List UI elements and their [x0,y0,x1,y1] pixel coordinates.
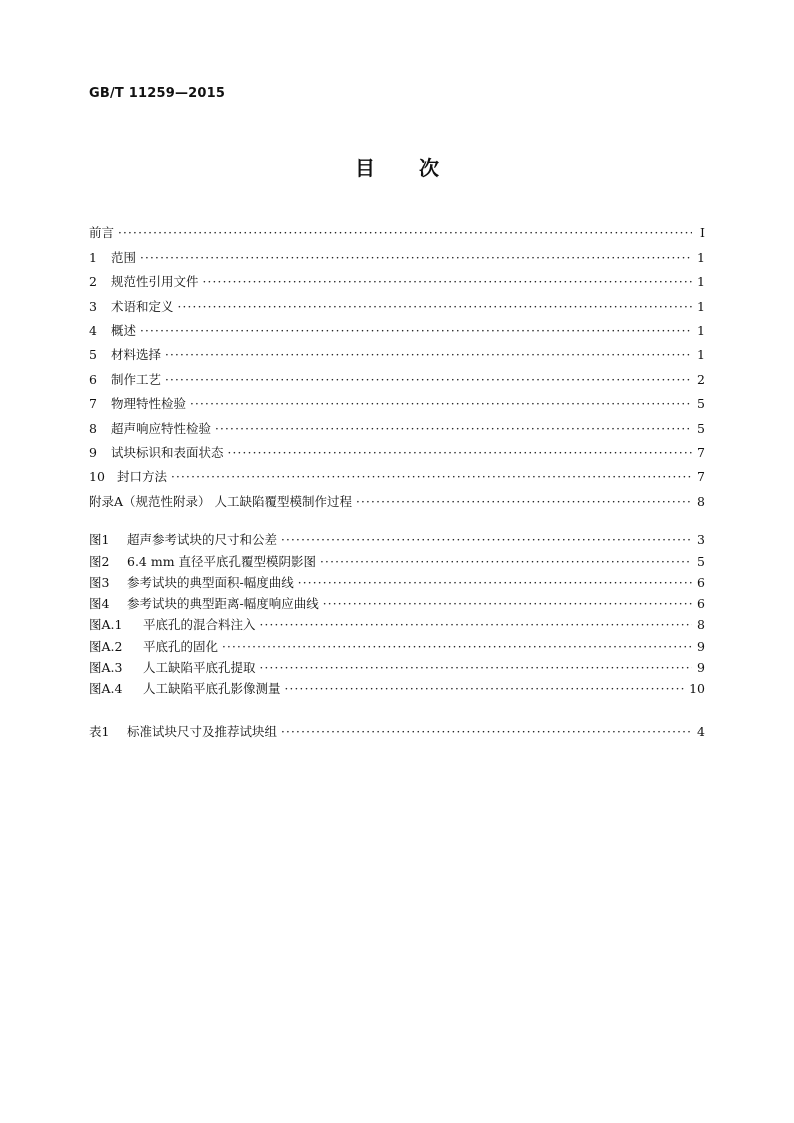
toc-entry-label: 范围 [111,249,137,265]
toc-figure-4[interactable] [89,591,705,612]
toc-entry-page: 5 [697,396,705,412]
leader-dots [260,617,692,633]
toc-figure-3[interactable] [89,570,705,591]
leader-dots [285,681,687,697]
leader-dots [118,225,692,241]
figure-label: 参考试块的典型面积-幅度曲线 [127,574,294,590]
toc-entry-page: 7 [697,469,705,485]
figure-number: 图A.4 [89,681,123,697]
toc-entry-page: Ⅰ [700,225,705,241]
toc-entry-label: 物理特性检验 [111,396,187,412]
leader-dots [203,274,692,290]
toc-entry-page: 1 [697,347,705,363]
figure-label: 平底孔的固化 [143,638,219,654]
toc-entry-label: 材料选择 [111,347,162,363]
figure-page: 9 [697,638,705,654]
toc-figure-a1[interactable] [89,612,705,633]
leader-dots [171,469,692,485]
toc-table-1[interactable] [89,716,705,740]
toc-figure-1[interactable] [89,527,705,548]
leader-dots [281,532,692,548]
toc-entry-number: 7 [89,396,97,412]
figure-number: 图3 [89,574,110,590]
leader-dots [260,660,692,676]
figure-label: 参考试块的典型距离-幅度响应曲线 [127,596,319,612]
toc-entry-page: 1 [697,298,705,314]
toc-entry-3[interactable] [89,290,705,314]
toc-figure-a2[interactable] [89,633,705,654]
toc-entry-2[interactable] [89,266,705,290]
figure-number: 图A.3 [89,660,123,676]
toc-entry-5[interactable] [89,339,705,363]
toc-entry-number: 3 [89,298,97,314]
leader-dots [320,554,692,570]
toc-entry-number: 6 [89,371,97,387]
leader-dots [228,445,692,461]
figure-page: 10 [689,681,705,697]
leader-dots [281,724,692,740]
figure-page: 6 [697,596,705,612]
page-title: 目次 [355,156,483,180]
toc-entry-label: 概述 [111,322,137,338]
figure-number: 图2 [89,553,110,569]
toc-entry-page: 2 [697,371,705,387]
figure-label: 超声参考试块的尺寸和公差 [127,532,278,548]
toc-figure-a4[interactable] [89,676,705,697]
toc-entry-page: 1 [697,274,705,290]
leader-dots [178,299,692,315]
figure-label: 人工缺陷平底孔提取 [143,660,256,676]
toc-entry-8[interactable] [89,412,705,436]
figure-page: 6 [697,574,705,590]
toc-entry-number: 2 [89,274,97,290]
leader-dots [215,421,692,437]
toc-main-list [89,217,705,510]
toc-entry-10[interactable] [89,461,705,485]
figure-number: 图1 [89,532,110,548]
leader-dots [140,250,692,266]
leader-dots [222,639,692,655]
figure-label: 平底孔的混合料注入 [143,617,256,633]
toc-entry-label: 附录A（规范性附录） 人工缺陷覆型模制作过程 [89,493,353,509]
toc-entry-foreword[interactable] [89,217,705,241]
toc-entry-label: 试块标识和表面状态 [111,444,224,460]
toc-figure-a3[interactable] [89,655,705,676]
leader-dots [323,596,692,612]
figure-number: 图4 [89,596,110,612]
toc-entry-number: 1 [89,249,97,265]
figure-label: 人工缺陷平底孔影像测量 [143,681,281,697]
figure-number: 图A.2 [89,638,123,654]
toc-entry-4[interactable] [89,315,705,339]
leader-dots [356,494,692,510]
figure-page: 9 [697,660,705,676]
leader-dots [165,372,692,388]
toc-entry-number: 10 [89,469,105,485]
table-page: 4 [697,724,705,739]
toc-entry-page: 7 [697,444,705,460]
table-number: 表1 [89,724,110,739]
leader-dots [140,323,692,339]
toc-entry-number: 9 [89,444,97,460]
figure-page: 3 [697,532,705,548]
toc-entry-annex-a[interactable] [89,485,705,509]
standard-code: GB/T 11259—2015 [89,86,226,101]
toc-entry-label: 超声响应特性检验 [111,420,212,436]
table-label: 标准试块尺寸及推荐试块组 [127,724,278,739]
toc-entry-page: 5 [697,420,705,436]
leader-dots [298,575,692,591]
toc-entry-label: 封口方法 [117,469,168,485]
toc-entry-7[interactable] [89,388,705,412]
leader-dots [165,347,692,363]
toc-figures-list [89,527,705,697]
toc-tables-list [89,716,705,740]
figure-label: 6.4 mm 直径平底孔覆型模阴影图 [127,553,317,569]
toc-entry-number: 8 [89,420,97,436]
toc-entry-label: 规范性引用文件 [111,274,199,290]
toc-entry-label: 前言 [89,225,115,241]
toc-entry-number: 5 [89,347,97,363]
toc-entry-1[interactable] [89,241,705,265]
leader-dots [190,396,692,412]
toc-entry-9[interactable] [89,437,705,461]
toc-entry-label: 术语和定义 [111,298,174,314]
toc-entry-page: 1 [697,322,705,338]
toc-entry-page: 1 [697,249,705,265]
toc-entry-label: 制作工艺 [111,371,162,387]
figure-number: 图A.1 [89,617,123,633]
toc-entry-6[interactable] [89,363,705,387]
toc-entry-number: 4 [89,322,97,338]
toc-figure-2[interactable] [89,548,705,569]
figure-page: 5 [697,553,705,569]
figure-page: 8 [697,617,705,633]
toc-entry-page: 8 [697,493,705,509]
